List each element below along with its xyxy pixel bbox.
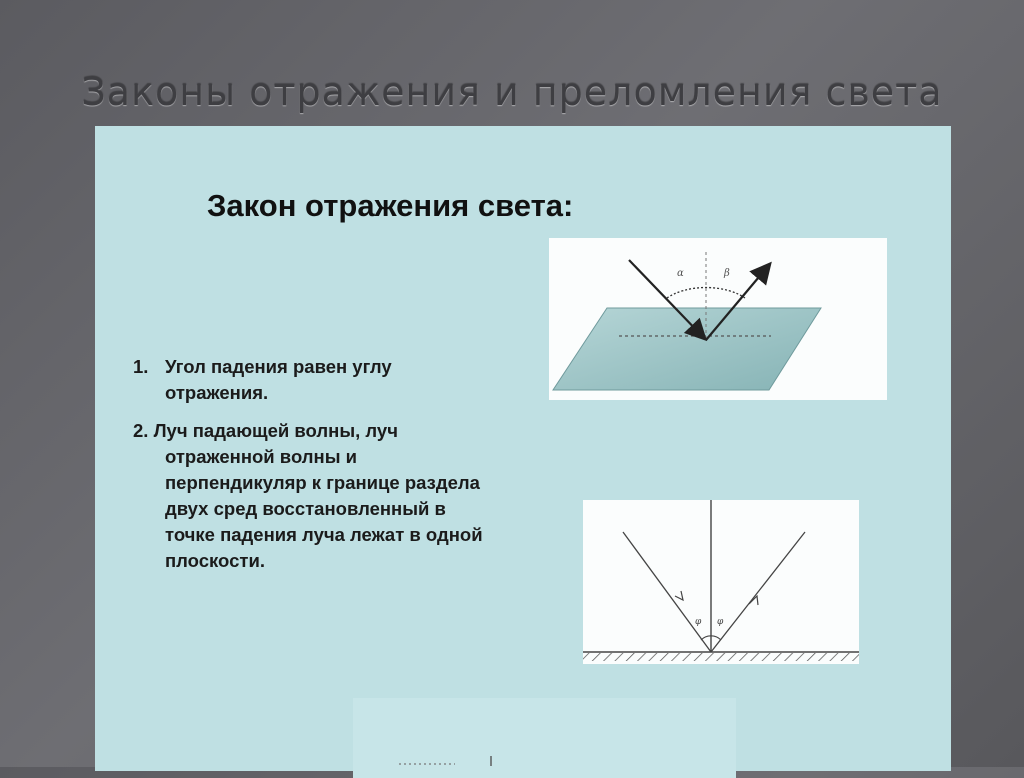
law-2-line-5: точке падения луча лежат в одной [165, 524, 483, 545]
partial-text-marks [395, 756, 515, 766]
reflection-surface-figure [583, 500, 859, 664]
law-2-line-4: двух сред восстановленный в [165, 498, 446, 519]
law-2 [133, 418, 543, 574]
beta-label: β [724, 268, 730, 279]
content-panel [95, 126, 951, 771]
panel-heading: Закон отражения света: [207, 188, 574, 223]
law-2-line-2: отраженной волны и [165, 446, 358, 467]
slide-title: Законы отражения и преломления света [81, 70, 943, 114]
law-2-number: 2. [133, 420, 149, 441]
alpha-label: α [677, 268, 684, 279]
law-2-line-3: перпендикуляр к границе раздела [165, 472, 480, 493]
law-1-line-2: отражения. [165, 382, 269, 403]
law-2-line-6: плоскости. [165, 550, 265, 571]
phi-label-left: φ [695, 617, 702, 627]
law-1-number: 1. [133, 356, 149, 377]
phi-label-right: φ [717, 617, 724, 627]
law-1-line-1: Угол падения равен углу [165, 356, 392, 377]
law-2-line-1: Луч падающей волны, луч [153, 420, 398, 441]
incident-arrow-icon [675, 591, 683, 600]
reflection-plane-diagram [549, 238, 887, 400]
bottom-box [353, 698, 736, 778]
surface-hatching [583, 653, 859, 661]
incident-ray [623, 532, 711, 652]
reflection-surface-diagram [583, 500, 859, 664]
reflected-ray [711, 532, 805, 652]
reflection-plane-figure [549, 238, 887, 400]
law-1 [133, 354, 433, 406]
